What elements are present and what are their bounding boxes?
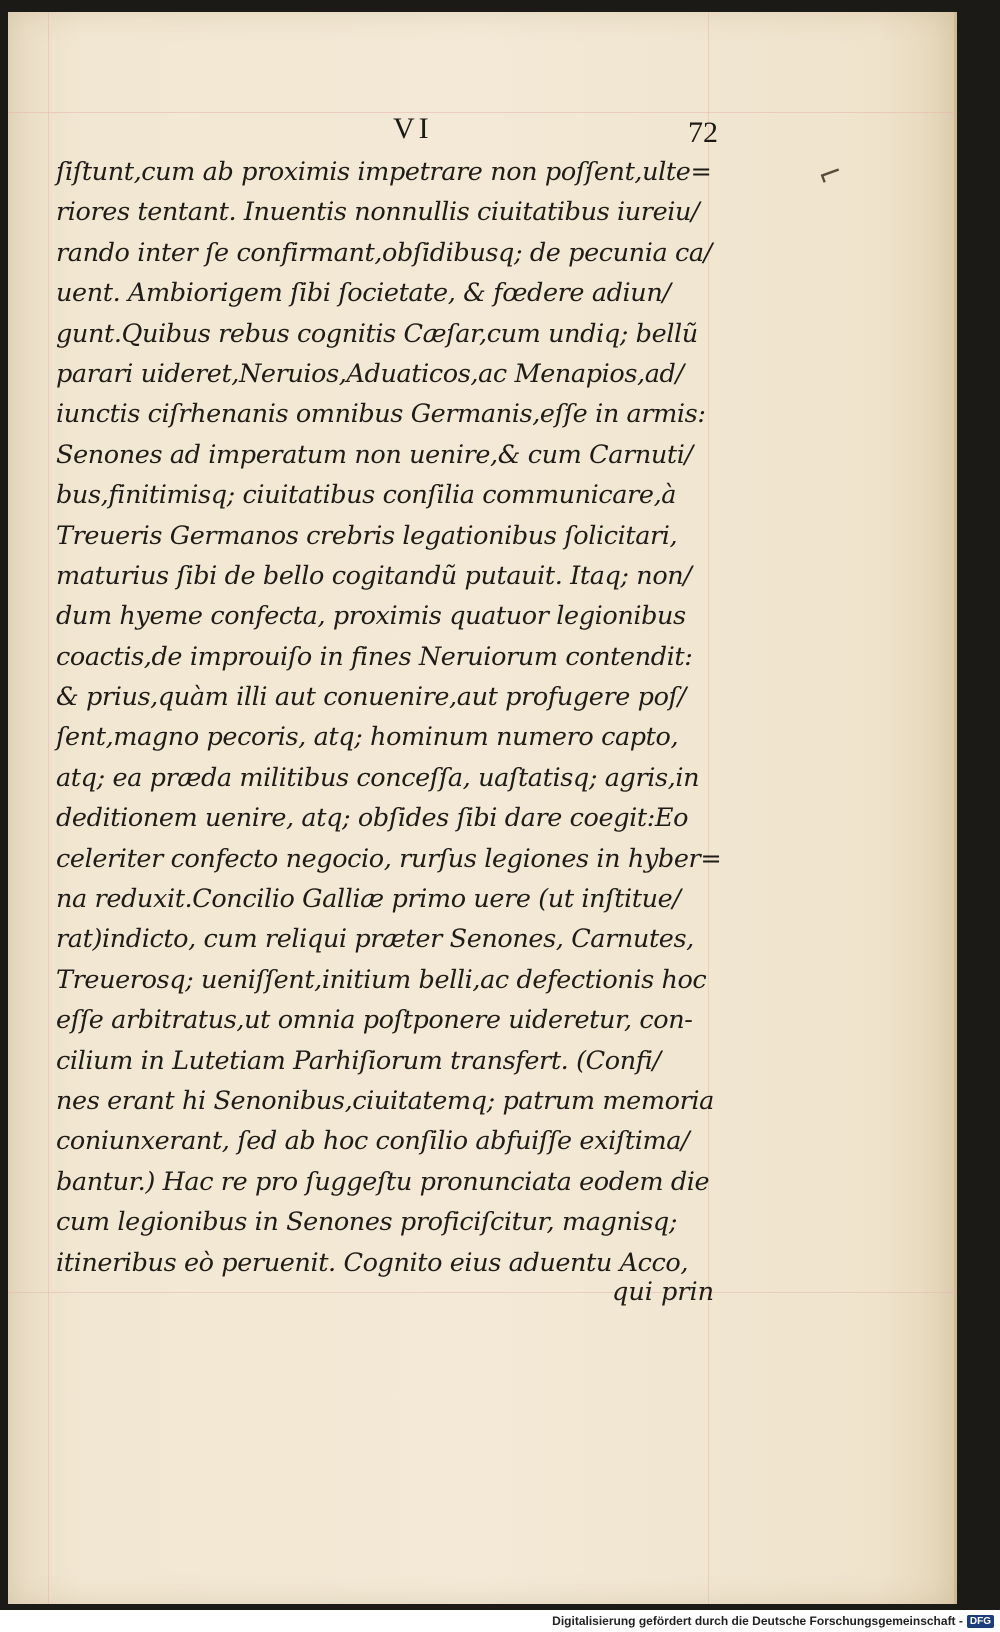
running-head: VI <box>393 112 433 145</box>
text-line: ſiſtunt,cum ab proximis impetrare non poſſent,ulte= <box>56 157 712 187</box>
text-line: Senones ad imperatum non uenire,& cum Carnuti/ <box>56 439 693 470</box>
text-line: nes erant hi Senonibus,ciuitatemq; patrum memoria <box>56 1085 714 1116</box>
text-line: itineribus eò peruenit. Cognito eius aduentu Acco, <box>56 1247 689 1278</box>
text-line: Treueris Germanos crebris legationibus ſolicitari, <box>56 520 678 551</box>
body-text <box>56 152 746 1283</box>
text-line: na reduxit.Concilio Galliæ primo uere (ut inſtitue/ <box>56 884 681 915</box>
text-line: ſent,magno pecoris, atq; hominum numero capto, <box>56 722 679 753</box>
text-line: atq; ea præda militibus conceſſa, uaſtatisq; agris,in <box>56 762 700 793</box>
text-line: celeriter confecto negocio, rurſus legiones in hyber= <box>56 843 722 874</box>
ruling-line <box>8 1292 954 1293</box>
digitization-footer <box>552 1612 994 1630</box>
ruling-line <box>48 12 49 1604</box>
text-line: maturius ſibi de bello cogitandũ putauit. Itaq; non/ <box>56 560 692 591</box>
funding-notice: Digitalisierung gefördert durch die Deutsche Forschungsgemeinschaft - <box>552 1614 963 1628</box>
text-line: eſſe arbitratus,ut omnia poſtponere uideretur, con- <box>56 1005 693 1036</box>
margin-annotation: ⌐ <box>812 153 849 196</box>
text-line: dum hyeme confecta, proximis quatuor legionibus <box>56 601 686 632</box>
text-line: rat)indicto, cum reliqui præter Senones, Carnutes, <box>56 924 694 955</box>
text-line: bus,finitimisq; ciuitatibus conſilia communicare,à <box>56 480 677 511</box>
book-page <box>8 12 957 1604</box>
text-line: parari uideret,Neruios,Aduaticos,ac Menapios,ad/ <box>56 358 684 389</box>
text-line: coniunxerant, ſed ab hoc conſilio abfuiſſe exiſtima/ <box>56 1126 690 1157</box>
text-line: cilium in Lutetiam Parhiſiorum transfert. (Confi/ <box>56 1045 661 1076</box>
page-header <box>8 112 954 152</box>
text-line: deditionem uenire, atq; obſides ſibi dare coegit:Eo <box>56 803 689 834</box>
text-line: rando inter ſe confirmant,obſidibusq; de pecunia ca/ <box>56 237 712 268</box>
text-line: & prius,quàm illi aut conuenire,aut profugere poſ/ <box>56 682 686 713</box>
text-line: Treuerosq; ueniſſent,initium belli,ac defectionis hoc <box>56 964 707 995</box>
text-line: uent. Ambiorigem ſibi ſocietate, & fœdere adiun/ <box>56 278 671 309</box>
text-line: coactis,de improuiſo in fines Neruiorum contendit: <box>56 641 693 672</box>
text-line: riores tentant. Inuentis nonnullis ciuitatibus iureiu/ <box>56 197 700 228</box>
catchword: qui prin <box>612 1277 715 1307</box>
dfg-logo: DFG <box>967 1615 994 1628</box>
text-line: bantur.) Hac re pro ſuggeſtu pronunciata eodem die <box>56 1166 710 1197</box>
text-line: gunt.Quibus rebus cognitis Cæſar,cum undiq; bellũ <box>56 318 698 349</box>
text-line: cum legionibus in Senones proficiſcitur, magnisq; <box>56 1207 678 1238</box>
folio-number: 72 <box>688 116 718 149</box>
text-line: iunctis ciſrhenanis omnibus Germanis,eſſe in armis: <box>56 399 706 430</box>
